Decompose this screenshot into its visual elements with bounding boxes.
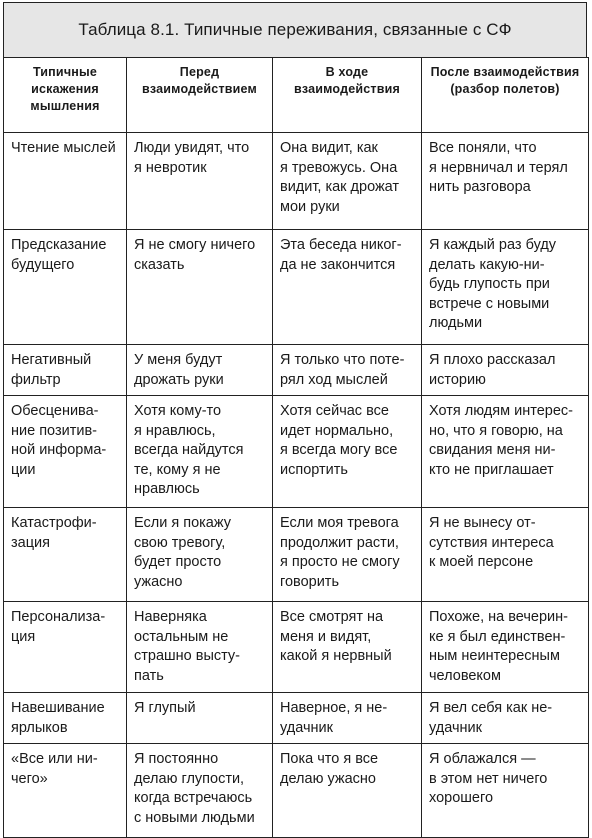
table-cell: У меня будут дрожать руки <box>127 345 273 396</box>
table-cell: «Все или ни- чего» <box>4 744 127 838</box>
table-row <box>4 230 589 345</box>
table-cell: Я облажался — в этом нет ничего хорошего <box>422 744 589 838</box>
table-row <box>4 508 589 602</box>
header-before: Перед взаимодействием <box>127 58 273 133</box>
table-header-row <box>4 58 589 133</box>
table-cell: Эта беседа никог- да не закончится <box>273 230 422 345</box>
header-distortions: Типичные искажения мышления <box>4 58 127 133</box>
table-cell: Персонализа- ция <box>4 602 127 693</box>
table-cell: Наверняка остальным не страшно высту- пать <box>127 602 273 693</box>
table-cell: Если я покажу свою тревогу, будет просто ужасно <box>127 508 273 602</box>
table-cell: Я не вынесу от- сутствия интереса к моей персоне <box>422 508 589 602</box>
header-during: В ходе взаимодействия <box>273 58 422 133</box>
table-row <box>4 744 589 838</box>
table-cell: Катастрофи- зация <box>4 508 127 602</box>
table-cell: Негативный фильтр <box>4 345 127 396</box>
table-cell: Если моя тревога продолжит расти, я просто не смогу говорить <box>273 508 422 602</box>
table-cell: Предсказание будущего <box>4 230 127 345</box>
table-row <box>4 133 589 230</box>
table-cell: Хотя кому-то я нравлюсь, всегда найдутся те, кому я не нравлюсь <box>127 396 273 508</box>
table-cell: Я плохо рассказал историю <box>422 345 589 396</box>
table-cell: Чтение мыслей <box>4 133 127 230</box>
table-cell: Все поняли, что я нервничал и терял нить разговора <box>422 133 589 230</box>
table-cell: Я глупый <box>127 693 273 744</box>
table-caption-box <box>3 2 587 58</box>
table-cell: Я постоянно делаю глупости, когда встречаюсь с новыми людьми <box>127 744 273 838</box>
table-cell: Люди увидят, что я невротик <box>127 133 273 230</box>
table-cell: Пока что я все делаю ужасно <box>273 744 422 838</box>
table-cell: Все смотрят на меня и видят, какой я нервный <box>273 602 422 693</box>
table-cell: Я только что поте- рял ход мыслей <box>273 345 422 396</box>
table-cell: Она видит, как я тревожусь. Она видит, как дрожат мои руки <box>273 133 422 230</box>
table-cell: Наверное, я не- удачник <box>273 693 422 744</box>
table-cell: Похоже, на вечерин- ке я был единствен- ным неинтересным человеком <box>422 602 589 693</box>
distortions-table <box>3 57 589 838</box>
table-row <box>4 396 589 508</box>
table-cell: Хотя людям интерес- но, что я говорю, на свидания меня ни- кто не приглашает <box>422 396 589 508</box>
table-cell: Я не смогу ничего сказать <box>127 230 273 345</box>
table-cell: Обесценива- ние позитив- ной информа- ции <box>4 396 127 508</box>
table-row <box>4 693 589 744</box>
table-cell: Хотя сейчас все идет нормально, я всегда могу все испортить <box>273 396 422 508</box>
table-row <box>4 345 589 396</box>
table-title: Таблица 8.1. Типичные переживания, связанные с СФ <box>78 20 512 39</box>
table-cell: Я вел себя как не- удачник <box>422 693 589 744</box>
table-cell: Навешивание ярлыков <box>4 693 127 744</box>
header-after: После взаимодействия (разбор полетов) <box>422 58 589 133</box>
table-row <box>4 602 589 693</box>
table-cell: Я каждый раз буду делать какую-ни- будь глупость при встрече с новыми людьми <box>422 230 589 345</box>
